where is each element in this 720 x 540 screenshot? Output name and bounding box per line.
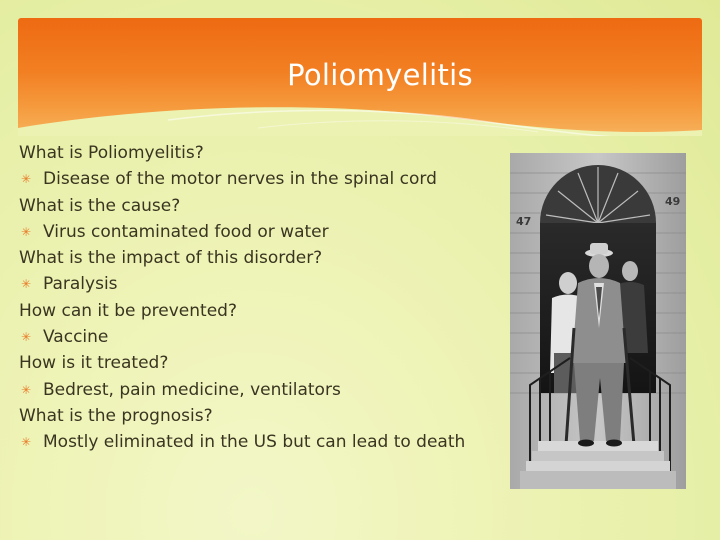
title-bar xyxy=(18,18,702,136)
question-label: What is Poliomyelitis? xyxy=(19,143,204,163)
bullet-asterisk-icon: ✳ xyxy=(21,277,32,292)
title-wave-decoration xyxy=(18,98,702,136)
slide-title: Poliomyelitis xyxy=(287,58,473,92)
answer-text: Virus contaminated food or water xyxy=(43,221,329,242)
question-text xyxy=(19,350,519,376)
question-text xyxy=(19,403,519,429)
answer-bullet xyxy=(19,271,519,297)
answer-bullet xyxy=(19,377,519,403)
question-label: How is it treated? xyxy=(19,353,169,374)
question-label: What is the cause? xyxy=(19,195,181,216)
question-text xyxy=(19,140,519,166)
answer-bullet xyxy=(19,219,519,245)
question-label: What is the impact of this disorder? xyxy=(19,248,323,269)
question-text xyxy=(19,298,519,324)
bullet-asterisk-icon: ✳ xyxy=(21,435,32,450)
answer-text: Bedrest, pain medicine, ventilators xyxy=(43,379,341,400)
answer-text: Disease of the motor nerves in the spinal cord xyxy=(43,169,437,190)
answer-text: Vaccine xyxy=(43,327,109,348)
question-text xyxy=(19,193,519,219)
answer-text: Mostly eliminated in the US but can lead to death xyxy=(43,432,466,453)
answer-bullet xyxy=(19,166,519,192)
bullet-asterisk-icon: ✳ xyxy=(21,382,32,397)
bullet-asterisk-icon: ✳ xyxy=(21,172,32,187)
bullet-asterisk-icon: ✳ xyxy=(21,224,32,239)
answer-text: Paralysis xyxy=(43,274,118,295)
question-label: What is the prognosis? xyxy=(19,405,213,426)
question-label: How can it be prevented? xyxy=(19,300,237,321)
bullet-asterisk-icon: ✳ xyxy=(21,330,32,345)
door-number-left: 47 xyxy=(516,215,532,228)
door-number-right: 49 xyxy=(665,195,681,208)
question-text xyxy=(19,245,519,271)
photo-man-leaving-building xyxy=(510,153,686,489)
answer-bullet xyxy=(19,429,519,455)
content-list xyxy=(19,140,519,456)
answer-bullet xyxy=(19,324,519,350)
